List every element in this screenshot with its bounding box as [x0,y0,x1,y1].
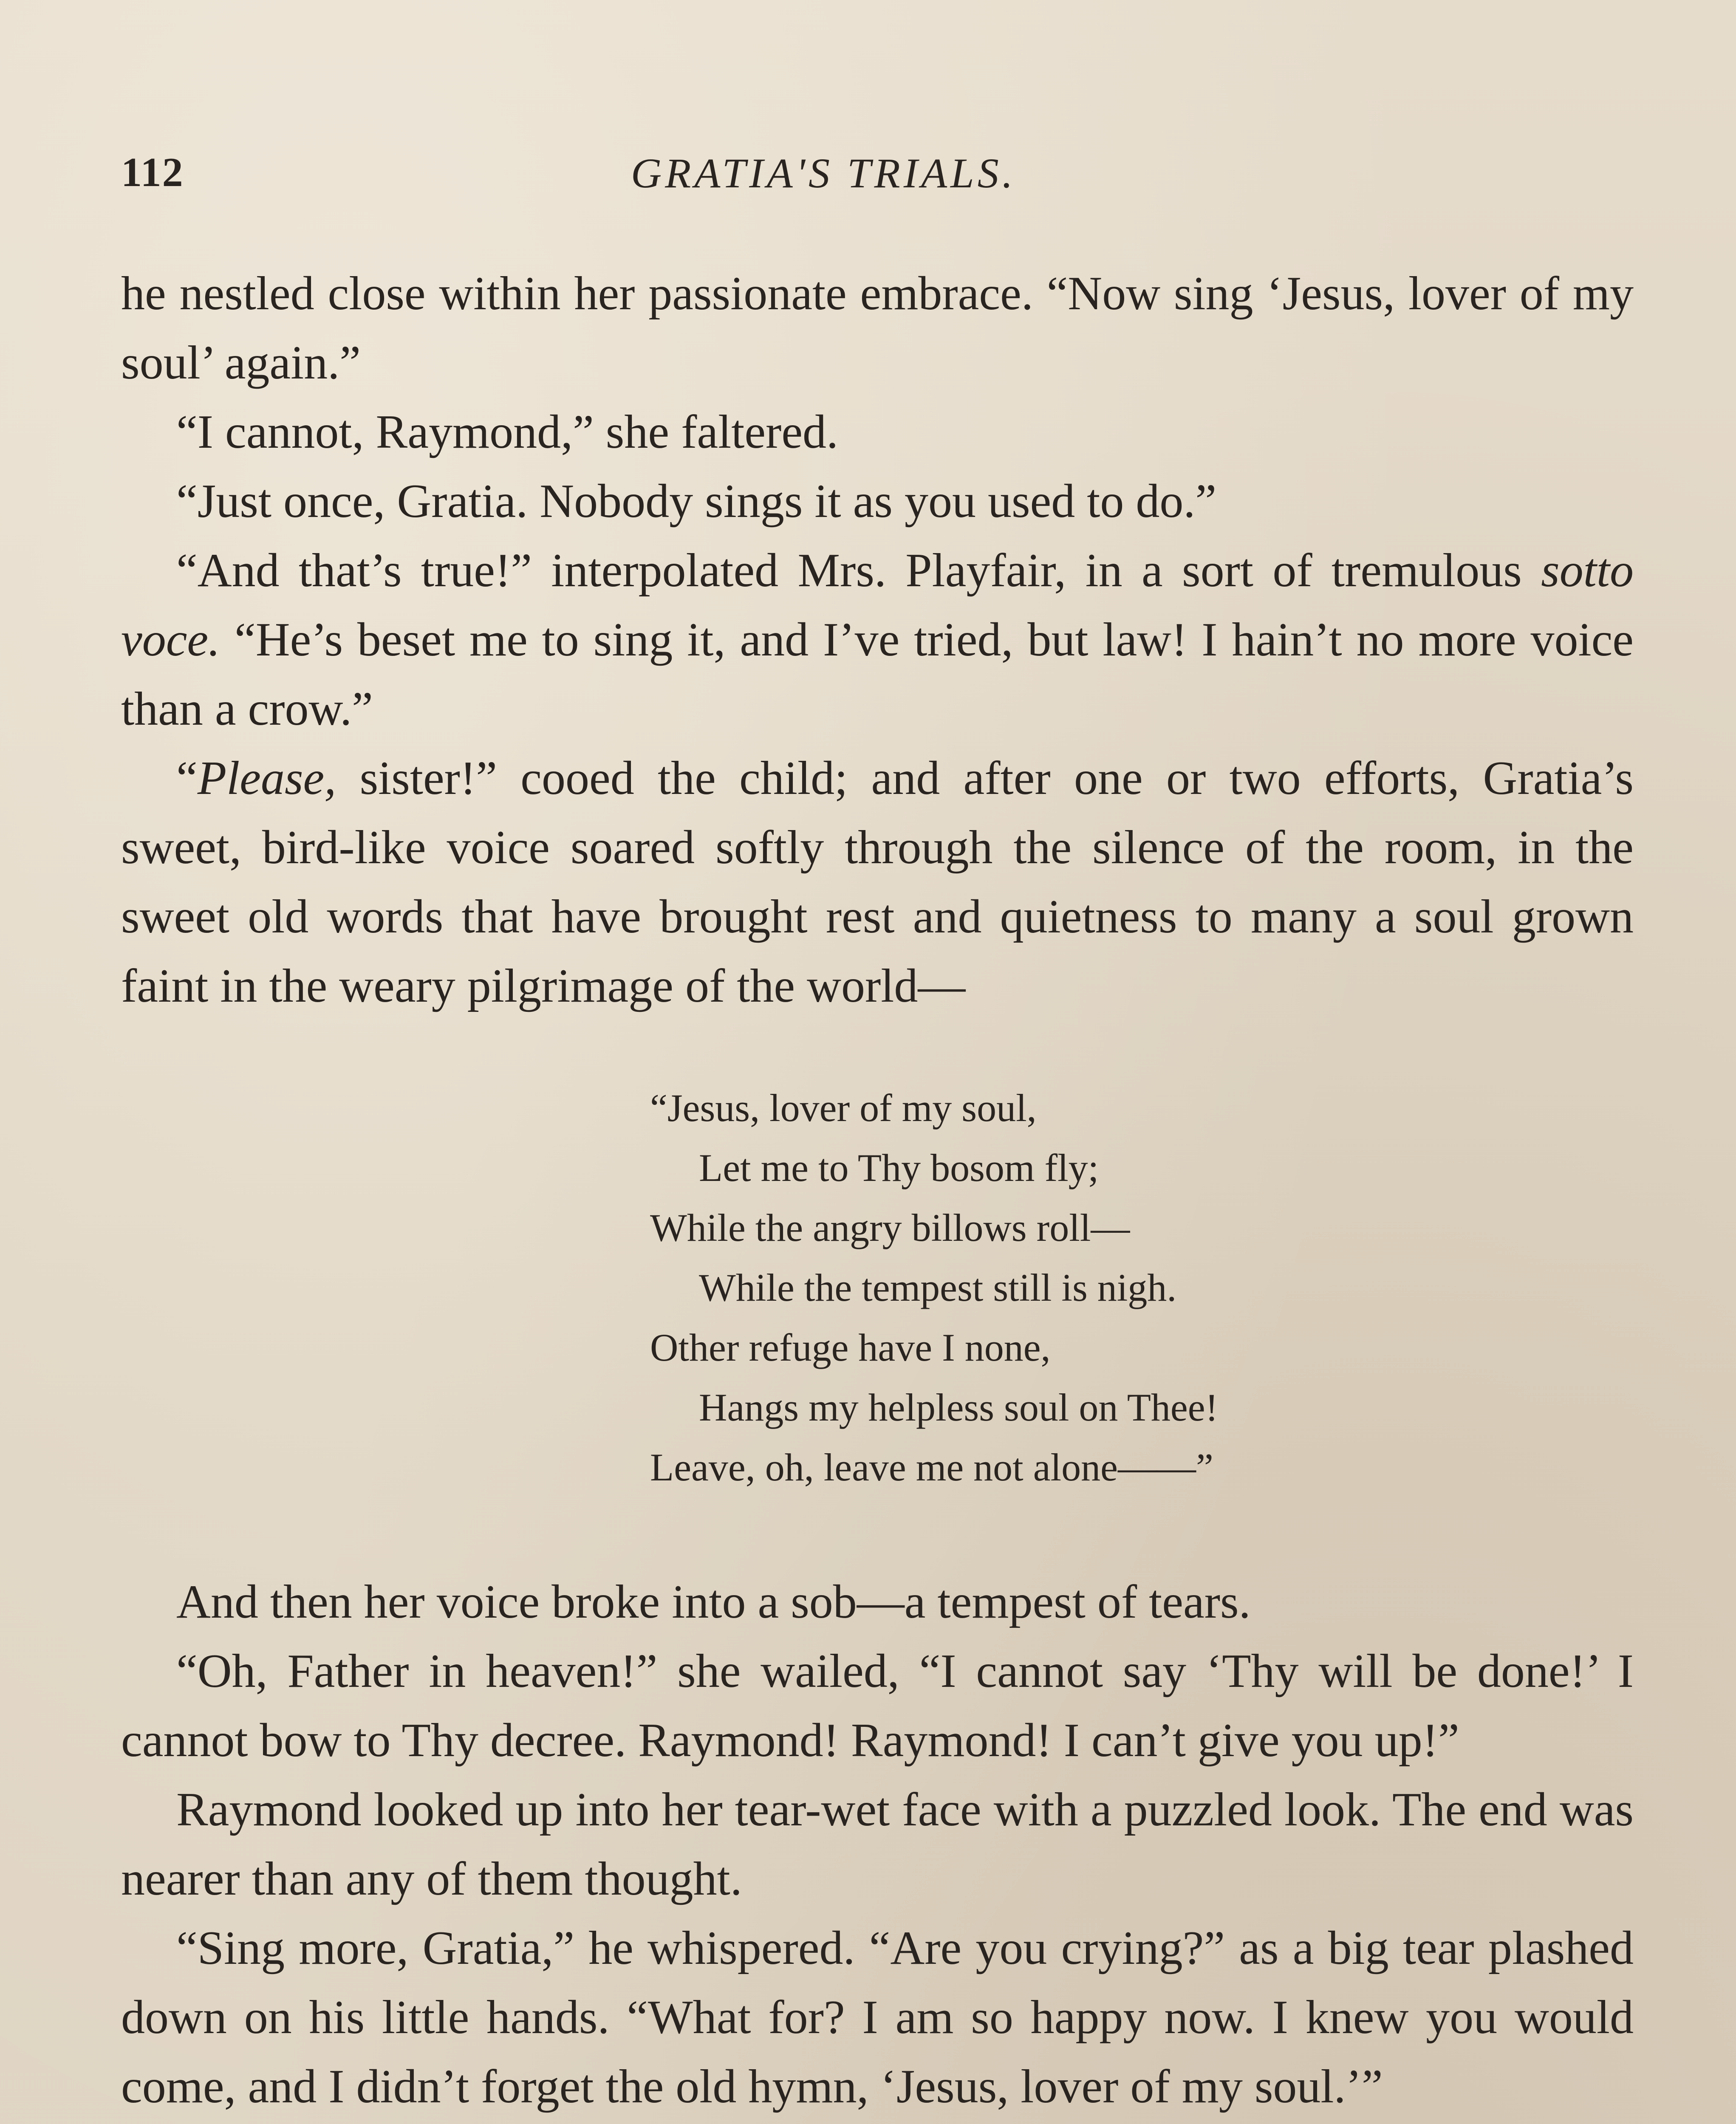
paragraph-5-text-b: sister!” cooed the child; and after one or two efforts, Gratia’s sweet, bird-like voice soared softly through the silence of the room, in the sweet old words that have brought rest and quietness to many a soul grown faint in the weary pilgrimage of the world— [121,752,1634,1012]
running-title: GRATIA'S TRIALS. [631,150,1016,197]
verse-1-line-1: “Jesus, lover of my soul, [650,1086,1037,1130]
paragraph-4 [121,536,1634,744]
paragraph-6-text: And then her voice broke into a sob—a tempest of tears. [176,1576,1251,1628]
verse-1-line-6: Hangs my helpless soul on Thee! [699,1386,1219,1429]
paragraph-8 [121,1775,1634,1914]
paragraph-1 [121,259,1634,398]
running-head [121,140,1634,204]
paragraph-8-text: Raymond looked up into her tear-wet face with a puzzled look. The end was nearer than any of them thought. [121,1783,1634,1905]
paragraph-2-text: “I cannot, Raymond,” she faltered. [176,406,839,458]
paragraph-5-text-a: “ [176,752,198,805]
verse-1-line-2: Let me to Thy bosom fly; [699,1146,1099,1189]
paragraph-9 [121,1914,1634,2121]
body-text [121,259,1634,2124]
paragraph-3 [121,467,1634,536]
paragraph-9-text: “Sing more, Gratia,” he whispered. “Are you crying?” as a big tear plashed down on his little hands. “What for? I am so happy now. I knew you would come, and I didn’t forget the old hymn, ‘Jesus, lover of my soul.’” [121,1922,1634,2113]
verse-1-line-7: Leave, oh, leave me not alone——” [650,1446,1213,1489]
verse-1-line-5: Other refuge have I none, [650,1326,1051,1369]
verse-1-line-4: While the tempest still is nigh. [699,1266,1177,1309]
paragraph-7 [121,1637,1634,1775]
paragraph-2 [121,398,1634,467]
paragraph-4-text-a: “And that’s true!” interpolated Mrs. Playfair, in a sort of tremulous [176,544,1541,597]
paragraph-5 [121,744,1634,1021]
paragraph-1-text: he nestled close within her passionate embrace. “Now sing ‘Jesus, lover of my soul’ again.” [121,267,1634,389]
paragraph-6 [121,1568,1634,1637]
hymn-verse-1 [121,1078,1634,1497]
paragraph-4-italic: sotto voce. [121,544,1634,666]
paragraph-7-text: “Oh, Father in heaven!” she wailed, “I cannot say ‘Thy will be done!’ I cannot bow to Thy decree. Raymond! Raymond! I can’t give you up!” [121,1645,1634,1767]
verse-1-line-3: While the angry billows roll— [650,1206,1130,1249]
paragraph-10 [121,2121,1634,2124]
paragraph-4-text-b: “He’s beset me to sing it, and I’ve tried, but law! I hain’t no more voice than a crow.” [121,613,1634,735]
paragraph-5-italic: Please, [197,752,336,805]
page-number: 112 [121,150,184,195]
paragraph-3-text: “Just once, Gratia. Nobody sings it as you used to do.” [176,475,1217,528]
